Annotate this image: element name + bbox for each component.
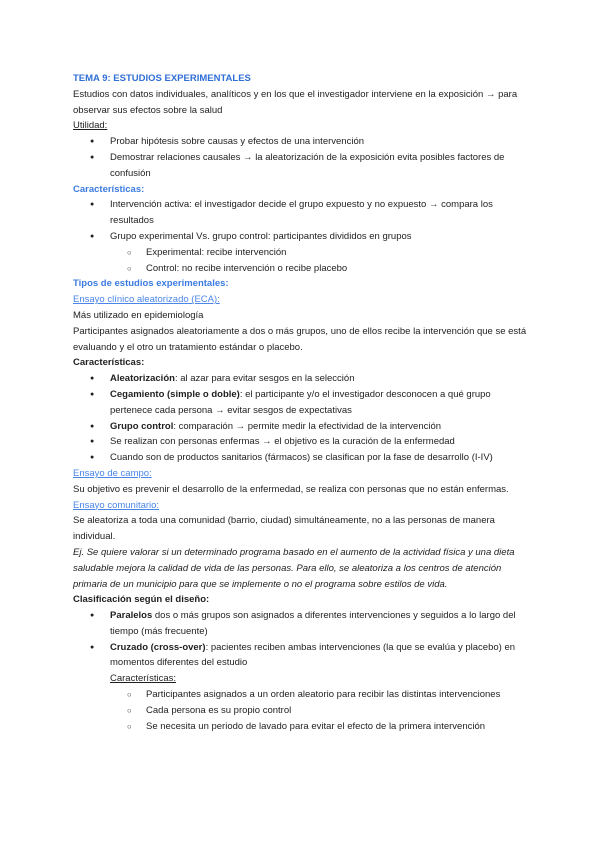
eca-car-heading: Características: <box>73 357 145 369</box>
tipos-heading: Tipos de estudios experimentales: <box>73 278 229 290</box>
list-item <box>73 371 533 387</box>
item-text: Cuando son de productos sanitarios (fármacos) se clasifican por la fase de desarrollo (I-IV) <box>110 452 493 464</box>
caracteristicas-heading: Características: <box>73 183 145 195</box>
item-text: dos o más grupos son asignados a diferentes intervenciones y seguidos a lo largo del tiempo (más frecuente) <box>110 610 516 637</box>
list-item <box>73 450 533 466</box>
item-text: : pacientes reciben ambas intervenciones (la que se evalúa y placebo) en momentos diferentes del estudio <box>110 641 516 669</box>
comunitario-text: Se aleatoriza a toda una comunidad (barrio, ciudad) simultáneamente, no a las personas de manera individual. <box>73 515 495 543</box>
intro-paragraph: Estudios con datos individuales, analíticos y en los que el investigador interviene en la exposición → para observar sus efectos sobre la salud <box>73 88 518 116</box>
campo-text: Su objetivo es prevenir el desarrollo de la enfermedad, se realiza con personas que no están enfermas. <box>73 483 509 495</box>
comunitario-example: Ej. Se quiere valorar si un determinado programa basado en el aumento de la actividad física y una dieta saludable mejora la calidad de vida de las personas. Para ello, se aleatoriza a los centros de atención primaria de un municipio para que se implemente o no el programa sobre estilos de vida. <box>73 546 515 590</box>
page-title: TEMA 9: ESTUDIOS EXPERIMENTALES <box>73 73 251 84</box>
list-item <box>73 434 533 450</box>
eca-heading: Ensayo clínico aleatorizado (ECA): <box>73 294 220 306</box>
list-item: ● Grupo experimental Vs. grupo control: participantes divididos en grupos <box>73 229 533 245</box>
list-item <box>73 387 533 419</box>
caracteristicas-list <box>73 197 533 244</box>
item-bold: Aleatorización <box>110 373 175 385</box>
sub-list-item: ○ Experimental: recibe intervención <box>73 245 533 261</box>
grupo-sublist <box>73 245 533 277</box>
list-item: ● Intervención activa: el investigador decide el grupo expuesto y no expuesto → compara los resultados <box>73 197 533 229</box>
eca-list <box>73 371 533 466</box>
cruzado-sublist <box>73 687 533 734</box>
item-bold: Paralelos <box>110 610 153 622</box>
eca-description: Participantes asignados aleatoriamente a dos o más grupos, uno de ellos recibe la intervención que se está evaluando y el otro un tratamiento estándar o placebo. <box>73 325 527 353</box>
cruzado-car-heading: Características: <box>110 673 176 685</box>
document-page <box>73 71 533 734</box>
list-item <box>73 640 533 672</box>
item-text: : al azar para evitar sesgos en la selección <box>174 373 355 385</box>
sub-list-item: ○ Cada persona es su propio control <box>73 703 533 719</box>
item-bold: Cegamiento (simple o doble) <box>110 388 240 400</box>
utilidad-list <box>73 134 533 181</box>
comunitario-heading: Ensayo comunitario: <box>73 499 160 511</box>
list-item: ● Demostrar relaciones causales → la aleatorización de la exposición evita posibles factores de confusión <box>73 150 533 182</box>
eca-line: Más utilizado en epidemiología <box>73 309 204 321</box>
list-item <box>73 419 533 435</box>
item-bold: Cruzado (cross-over) <box>110 641 206 653</box>
clasificacion-heading: Clasificación según el diseño: <box>73 594 210 606</box>
item-text: : el participante y/o el investigador desconocen a qué grupo pertenece cada persona → evitar sesgos de expectativas <box>110 388 491 416</box>
sub-list-item: ○ Se necesita un periodo de lavado para evitar el efecto de la primera intervención <box>73 719 533 735</box>
list-item: ● Probar hipótesis sobre causas y efectos de una intervención <box>73 134 533 150</box>
sub-list-item: ○ Control: no recibe intervención o recibe placebo <box>73 261 533 277</box>
clasificacion-list <box>73 608 533 671</box>
item-text: : comparación → permite medir la efectividad de la intervención <box>173 420 442 432</box>
sub-list-item: ○ Participantes asignados a un orden aleatorio para recibir las distintas intervenciones <box>73 687 533 703</box>
utilidad-heading: Utilidad: <box>73 120 108 132</box>
list-item <box>73 608 533 640</box>
campo-heading: Ensayo de campo: <box>73 467 152 479</box>
item-text: Se realizan con personas enfermas → el objetivo es la curación de la enfermedad <box>110 436 455 448</box>
item-bold: Grupo control <box>110 420 174 432</box>
